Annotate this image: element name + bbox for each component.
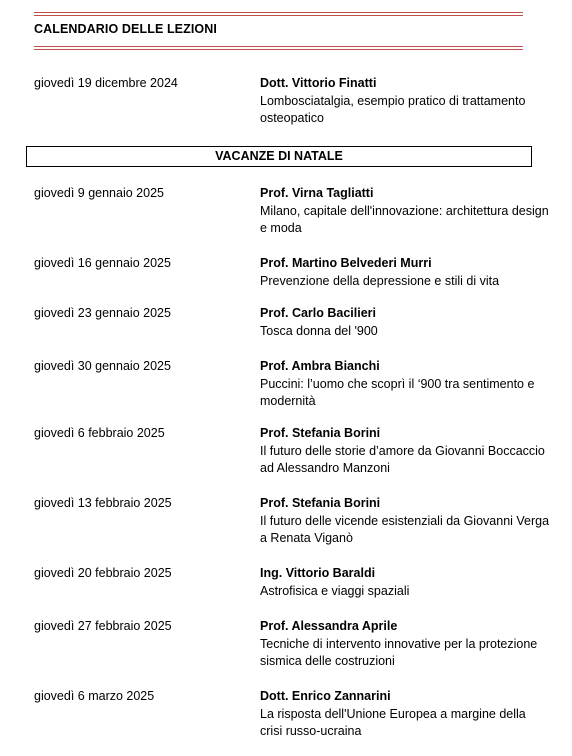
lesson-topic: Puccini: l’uomo che scoprì il ‘900 tra sentimento e modernità [260,376,535,408]
lesson-info [260,688,550,741]
lesson-info [260,425,550,478]
lesson-topic: Il futuro delle storie d’amore da Giovanni Boccaccio ad Alessandro Manzoni [260,443,545,475]
lesson-date: giovedì 23 gennaio 2025 [34,306,171,320]
holiday-banner: VACANZE DI NATALE [26,146,532,167]
lesson-date: giovedì 16 gennaio 2025 [34,256,171,270]
header-top-rule [34,12,523,16]
lesson-speaker: Ing. Vittorio Baraldi [260,566,376,580]
lesson-date: giovedì 30 gennaio 2025 [34,359,171,373]
lesson-speaker: Prof. Carlo Bacilieri [260,306,377,320]
lesson-date: giovedì 9 gennaio 2025 [34,186,164,200]
lesson-speaker: Prof. Stefania Borini [260,496,381,510]
lesson-info [260,75,550,128]
lesson-date: giovedì 20 febbraio 2025 [34,566,172,580]
header-bottom-rule [34,46,523,50]
lesson-date: giovedì 27 febbraio 2025 [34,619,172,633]
lesson-topic: Astrofisica e viaggi spaziali [260,583,410,598]
lesson-speaker: Dott. Vittorio Finatti [260,76,377,90]
lesson-speaker: Prof. Stefania Borini [260,426,381,440]
lesson-date: giovedì 6 febbraio 2025 [34,426,165,440]
lesson-speaker: Prof. Ambra Bianchi [260,359,380,373]
lesson-speaker: Prof. Virna Tagliatti [260,186,374,200]
lesson-info [260,305,550,340]
page-title: CALENDARIO DELLE LEZIONI [34,22,217,36]
lesson-topic: Milano, capitale dell'innovazione: architettura design e moda [260,203,549,235]
lesson-info [260,185,550,238]
lesson-info [260,565,550,600]
lesson-info [260,495,550,548]
lesson-topic: Prevenzione della depressione e stili di vita [260,273,500,288]
lesson-topic: Lombosciatalgia, esempio pratico di trattamento osteopatico [260,93,526,125]
lesson-speaker: Prof. Alessandra Aprile [260,619,398,633]
lesson-info [260,255,550,290]
lesson-info [260,618,550,671]
lesson-date: giovedì 6 marzo 2025 [34,689,155,703]
lesson-topic: Tosca donna del '900 [260,323,378,338]
lesson-topic: La risposta dell'Unione Europea a margine della crisi russo-ucraina [260,706,526,738]
lesson-topic: Il futuro delle vicende esistenziali da Giovanni Verga a Renata Viganò [260,513,550,545]
lesson-info [260,358,550,411]
lesson-date: giovedì 19 dicembre 2024 [34,76,178,90]
lesson-speaker: Dott. Enrico Zannarini [260,689,391,703]
lesson-date: giovedì 13 febbraio 2025 [34,496,172,510]
lesson-topic: Tecniche di intervento innovative per la protezione sismica delle costruzioni [260,636,538,668]
lesson-speaker: Prof. Martino Belvederi Murri [260,256,432,270]
